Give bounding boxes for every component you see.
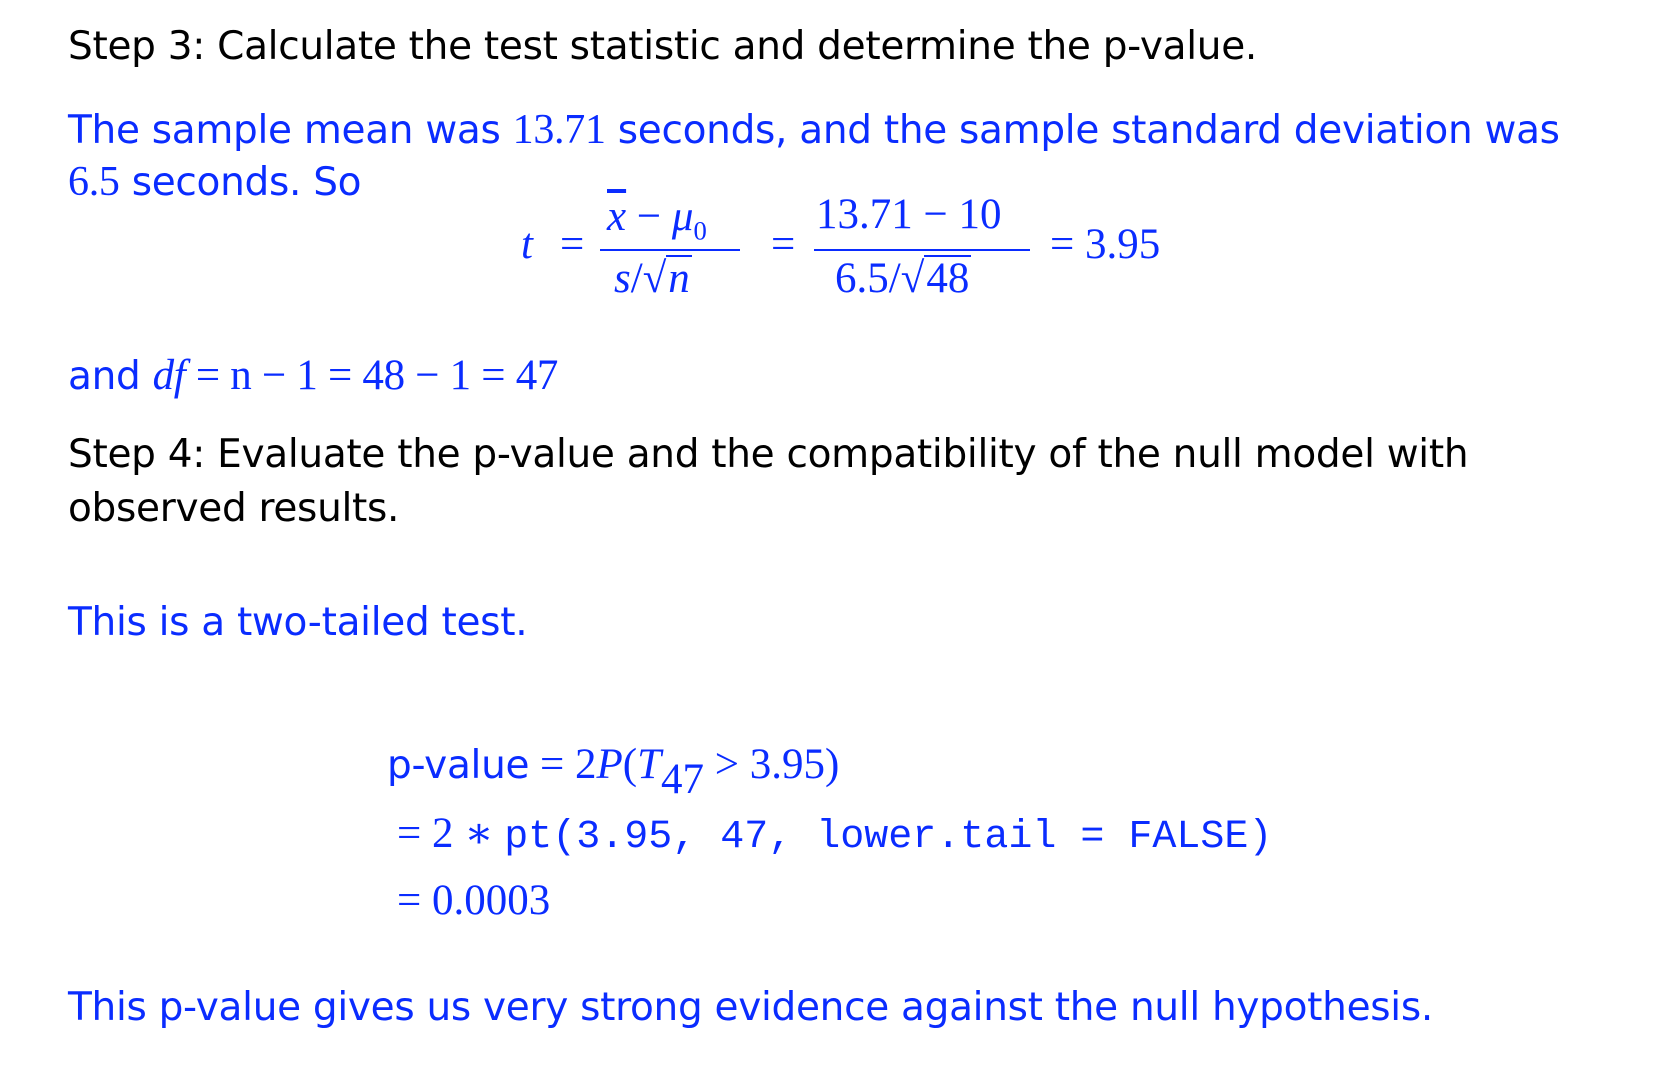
- df-symbol: df: [152, 352, 186, 399]
- fraction1-denominator: [614, 254, 692, 303]
- n-under-root: n: [668, 255, 690, 302]
- mean-value: 13.71: [512, 107, 606, 153]
- sd-value: 6.5: [68, 159, 120, 205]
- den-slash: /: [630, 255, 643, 302]
- pvalue-T: T: [637, 741, 662, 788]
- pvalue-P: P: [596, 741, 623, 788]
- t-result: = 3.95: [1050, 221, 1161, 268]
- s-symbol: s: [614, 255, 631, 302]
- pt-code: pt(3.95, 47, lower.tail = FALSE): [504, 815, 1273, 860]
- num-minus: −: [626, 193, 672, 240]
- df-line: [68, 351, 558, 400]
- conclusion: This p-value gives us very strong evidence against the null hypothesis.: [68, 985, 1433, 1030]
- pvalue-line3: = 0.0003: [397, 877, 551, 924]
- two-tailed-statement: This is a two-tailed test.: [68, 600, 528, 645]
- step4-heading-line1: Step 4: Evaluate the p-value and the compatibility of the null model with: [68, 432, 1469, 477]
- pvalue-line2: [397, 808, 1272, 860]
- xbar: $\overline{x}$: [607, 193, 627, 240]
- pvalue-label: p-value: [387, 743, 530, 788]
- line2-eq: = 2 ∗: [397, 810, 505, 857]
- t-symbol: t: [521, 221, 533, 268]
- step3-intro-line1: [68, 106, 1560, 154]
- intro-text-3: seconds. So: [119, 160, 362, 205]
- pvalue-eq: = 2: [529, 741, 597, 788]
- sqrt-symbol: √: [642, 255, 667, 302]
- equals-1: =: [560, 221, 585, 268]
- step3-intro-line2: [68, 158, 361, 206]
- fraction1-bar: [600, 249, 740, 251]
- fraction2-denominator: [835, 254, 971, 303]
- intro-text-1: The sample mean was: [68, 108, 513, 153]
- pvalue-line1: [387, 740, 839, 804]
- fraction2-bar: [814, 249, 1030, 251]
- fraction2-numerator: 13.71 − 10: [816, 191, 1002, 238]
- intro-text-2: seconds, and the sample standard deviation was: [605, 108, 1560, 153]
- pvalue-open: (: [622, 741, 638, 788]
- pvalue-T-sub: 47: [661, 756, 705, 804]
- equals-2: =: [771, 221, 796, 268]
- step4-heading-line2: observed results.: [68, 486, 400, 531]
- mu-sub: 0: [693, 215, 707, 246]
- den2-part-a: 6.5/: [835, 255, 901, 302]
- pvalue-rest: > 3.95): [704, 741, 840, 788]
- fraction1-numerator: [607, 192, 707, 246]
- df-expression: = n − 1 = 48 − 1 = 47: [185, 352, 559, 399]
- df-and: and: [68, 354, 153, 399]
- den2-under-root: 48: [926, 255, 970, 302]
- step3-heading: Step 3: Calculate the test statistic and determine the p-value.: [68, 24, 1257, 69]
- mu: μ: [671, 193, 694, 240]
- sqrt-symbol-2: √: [900, 255, 925, 302]
